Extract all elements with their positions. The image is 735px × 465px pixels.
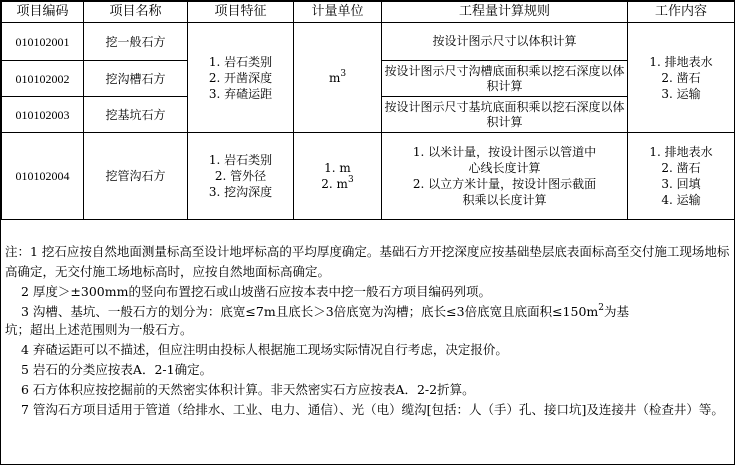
- unit-line: [321, 160, 353, 176]
- work-line: 1. 排地表水: [649, 54, 713, 69]
- earthwork-table: [1, 1, 735, 220]
- note-1: 注：1 挖石应按自然地面测量标高至设计地坪标高的平均厚度确定。基础石方开挖深度应按基础垫层底表面标高至交付施工现场地标高确定，无交付施工场地标高时，应按自然地面标高确定。: [5, 244, 730, 279]
- item-code: 010102002: [2, 61, 84, 97]
- work-line: 4. 运输: [661, 193, 701, 207]
- item-name: 挖管沟石方: [84, 133, 188, 220]
- rule-line: 2. 以立方米计量，按设计图示截面积乘以长度计算: [412, 177, 597, 207]
- feature-line: 1. 岩石类别: [208, 54, 273, 69]
- feature-line: 3. 挖沟深度: [208, 185, 273, 199]
- table-header-row: [2, 2, 735, 23]
- table-row: [2, 133, 735, 220]
- header-unit: 计量单位: [294, 2, 382, 23]
- work-line: 2. 凿石: [661, 161, 701, 175]
- header-rule: 工程量计算规则: [382, 2, 628, 23]
- feature-line: 3. 弃碴运距: [208, 86, 273, 101]
- header-name: 项目名称: [84, 2, 188, 23]
- note-3-text: 3 沟槽、基坑、一般石方的划分为：底宽≤7m且底长＞3倍底宽为沟槽；底长≤3倍底宽且底面积≤150m: [21, 304, 599, 319]
- unit-label: 1. m: [324, 161, 351, 175]
- note-2: 2 厚度＞±300mm的竖向布置挖石或山坡凿石应按本表中挖一般石方项目编码列项。: [21, 284, 491, 299]
- notes-section: [1, 219, 734, 420]
- feature-line: 1. 岩石类别: [208, 153, 273, 167]
- item-rule: 按设计图示尺寸基坑底面积乘以挖石深度以体积计算: [382, 97, 628, 133]
- work-line: 1. 排地表水: [649, 145, 713, 159]
- unit-superscript: 3: [340, 68, 347, 79]
- item-work: [628, 133, 735, 220]
- header-features: 项目特征: [188, 2, 294, 23]
- note-4: 4 弃碴运距可以不描述，但应注明由投标人根据施工现场实际情况自行考虑，决定报价。: [21, 342, 508, 357]
- rule-line: 1. 以米计量，按设计图示以管道中心线长度计算: [412, 145, 597, 175]
- header-code: 项目编码: [2, 2, 84, 23]
- unit-line: [321, 176, 353, 192]
- feature-line: 2. 管外径: [214, 169, 267, 183]
- item-name: 挖基坑石方: [84, 97, 188, 133]
- note-3-continued: 坑；超出上述范围则为一般石方。: [5, 322, 193, 337]
- item-name: 挖沟槽石方: [84, 61, 188, 97]
- feature-line: 2. 开凿深度: [208, 70, 273, 85]
- note-5: 5 岩石的分类应按表A．2-1确定。: [21, 362, 213, 377]
- note-3-tail: 为基: [604, 304, 630, 319]
- note-6: 6 石方体积应按挖掘前的天然密实体积计算。非天然密实石方应按表A．2-2折算。: [21, 382, 475, 397]
- note-3-superscript: 2: [598, 302, 605, 313]
- item-features: [188, 133, 294, 220]
- work-line: 3. 运输: [661, 86, 701, 101]
- note-7: 7 管沟石方项目适用于管道（给排水、工业、电力、通信）、光（电）缆沟[包括：人（手）孔、接口坑]及连接井（检查井）等。: [21, 402, 724, 417]
- item-name: 挖一般石方: [84, 23, 188, 61]
- item-code: 010102003: [2, 97, 84, 133]
- item-rule: 按设计图示尺寸沟槽底面积乘以挖石深度以体积计算: [382, 61, 628, 97]
- work-line: 2. 凿石: [661, 70, 701, 85]
- item-rule: 按设计图示尺寸以体积计算: [382, 23, 628, 61]
- item-work: [628, 23, 735, 133]
- item-code: 010102004: [2, 133, 84, 220]
- table-row: [2, 23, 735, 61]
- item-code: 010102001: [2, 23, 84, 61]
- work-line: 3. 回填: [661, 177, 701, 191]
- header-work: 工作内容: [628, 2, 735, 23]
- item-unit: [294, 133, 382, 220]
- item-rule: [382, 133, 628, 220]
- note-3: [5, 302, 730, 322]
- unit-label: m: [328, 70, 341, 85]
- unit-superscript: 3: [347, 175, 354, 185]
- item-features: [188, 23, 294, 133]
- item-unit: [294, 23, 382, 133]
- unit-label: 2. m: [321, 177, 348, 191]
